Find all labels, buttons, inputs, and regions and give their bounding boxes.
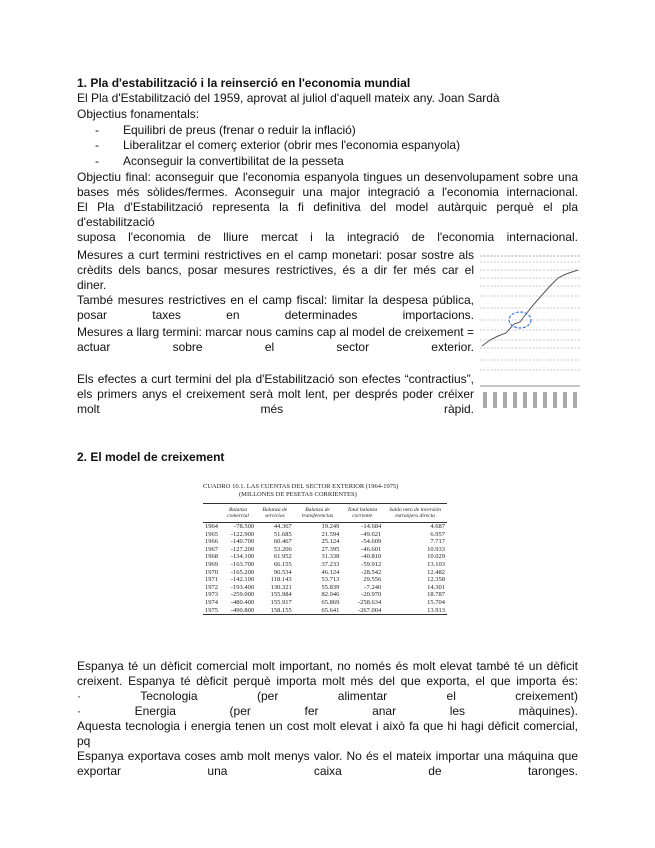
table-title: CUADRO 10.1. LAS CUENTAS DEL SECTOR EXTERIOR (1964-1975)	[203, 483, 399, 490]
table-cell: -134.100	[230, 553, 255, 561]
external-accounts-table	[203, 503, 447, 615]
table-cell: -14.684	[361, 523, 382, 530]
text-line: els primers anys el creixement serà molt lent, per després poder créixer	[77, 387, 474, 401]
column-header: Balanza comercial	[220, 504, 256, 523]
table-row	[203, 576, 447, 584]
table-cell: -127.200	[230, 545, 255, 553]
table-cell: 61.952	[273, 553, 292, 561]
import-item: · Tecnologia (per alimentar el creixement)	[77, 689, 578, 703]
text-line: Els efectes a curt termini del pla d'Estabilització son efectes “contractius”,	[77, 372, 474, 386]
table-cell: -193.400	[230, 583, 255, 591]
table-cell: 21.594	[321, 530, 340, 538]
table-cell: 90.534	[273, 568, 292, 576]
table-row	[203, 523, 447, 531]
table-cell: 7.717	[430, 538, 445, 546]
table-row	[203, 584, 447, 592]
table-cell: -258.634	[357, 598, 382, 606]
table-cell: -7.240	[364, 583, 382, 591]
short-term-paragraph	[77, 248, 474, 323]
table-cell: -28.542	[361, 568, 382, 576]
table-cell: -480.400	[230, 598, 255, 606]
column-header: Saldo neto de inversión extranjera directa	[383, 504, 447, 523]
objective-item: - Liberalitzar el comerç exterior (obrir mes l'economia espanyola)	[95, 138, 461, 152]
table-cell: 130.321	[270, 583, 292, 591]
table-cell: -54.609	[361, 538, 382, 546]
table-row	[203, 591, 447, 599]
scanned-growth-chart	[480, 248, 580, 413]
table-cell: 4.687	[430, 523, 445, 530]
table-cell: 1971	[205, 576, 218, 584]
table-cell: -59.912	[361, 560, 382, 568]
section-2-heading: 2. El model de creixement	[77, 450, 225, 464]
table-cell: 1973	[205, 591, 218, 599]
table-cell: -163.700	[230, 560, 255, 568]
table-cell: 51.685	[273, 530, 292, 538]
table-cell: 44.367	[273, 523, 292, 530]
text-line: Mesures a llarg termini: marcar nous camins cap al model de creixement =	[77, 325, 474, 339]
table-cell: -20.970	[361, 591, 382, 599]
table-cell: -165.200	[230, 568, 255, 576]
table-cell: 158.155	[270, 606, 292, 614]
table-cell: -140.700	[230, 538, 255, 546]
table-cell: 1965	[205, 530, 218, 538]
table-cell: 1967	[205, 545, 218, 553]
table-cell: -267.004	[357, 606, 382, 614]
table-cell: 25.124	[321, 538, 340, 546]
objective-text: Equilibri de preus (frenar o reduir la inflació)	[123, 123, 356, 137]
table-cell: -490.800	[230, 606, 255, 614]
text-line: suposa l'economia de lliure mercat i la integració de l'economia internacional.	[77, 230, 578, 244]
table-cell: 118.143	[270, 576, 292, 584]
table-row	[203, 553, 447, 561]
objective-text: Liberalitzar el comerç exterior (obrir mes l'economia espanyola)	[123, 138, 461, 152]
intro-text: El Pla d'Estabilització del 1959, aprovat al juliol d'aquell mateix any. Joan Sardà	[77, 91, 500, 105]
deficit-paragraph	[77, 659, 578, 779]
objective-item: - Aconseguir la convertibilitat de la pesseta	[95, 154, 344, 168]
table-cell: 18.787	[427, 591, 445, 599]
table-cell: 27.395	[321, 545, 340, 553]
text-line: actuar sobre el sector exterior.	[77, 340, 474, 354]
table-cell: 13.913	[427, 606, 445, 614]
table-cell: -40.810	[361, 553, 382, 561]
text-line: Aquesta tecnologia i energia tenen un cost molt elevat i això fa que hi hagi dèficit comercial, pq	[77, 719, 578, 748]
column-header	[203, 504, 220, 523]
table-cell: 1975	[205, 606, 218, 614]
effects-paragraph	[77, 372, 474, 417]
table-cell: 12.358	[427, 576, 445, 584]
table-cell: -46.601	[361, 545, 382, 553]
text-line: El Pla d'Estabilització representa la fi definitiva del model autàrquic perquè el pla d'estabilització	[77, 200, 578, 229]
text-line: Mesures a curt termini restrictives en el camp monetari: posar sostre als	[77, 248, 474, 262]
table-cell: 37.233	[321, 560, 340, 568]
table-cell: -78.500	[234, 523, 255, 530]
objectives-label: Objectius fonamentals:	[77, 107, 200, 121]
table-cell: 55.839	[321, 583, 340, 591]
objective-item: - Equilibri de preus (frenar o reduir la inflació)	[95, 123, 356, 137]
table-cell: 31.338	[321, 553, 340, 561]
table-cell: 29.556	[363, 576, 382, 584]
text-line: També mesures restrictives en el camp fiscal: limitar la despesa pública,	[77, 293, 474, 307]
table-cell: 10.029	[427, 553, 445, 561]
table-cell: -49.621	[361, 530, 382, 538]
text-line: exportar una caixa de taronges.	[77, 764, 578, 778]
chart-gridlines	[480, 256, 580, 386]
table-cell: 1974	[205, 598, 218, 606]
column-header: Balanza de transferencias	[294, 504, 342, 523]
section-1-heading: 1. Pla d'estabilització i la reinserció en l'economia mundial	[77, 76, 411, 90]
table-cell: 66.155	[273, 560, 292, 568]
table-cell: 1964	[205, 523, 218, 530]
table-cell: 1966	[205, 538, 218, 546]
table-cell: 60.467	[273, 538, 292, 546]
table-row	[203, 561, 447, 569]
table-cell: -142.100	[230, 576, 255, 584]
table-row	[203, 531, 447, 539]
text-line: creixent. Espanya té dèficit perquè importa molt més del que exporta, el que importa és:	[77, 674, 578, 688]
table-row	[203, 607, 447, 615]
table-cell: 65.641	[321, 606, 340, 614]
table-cell: 1968	[205, 553, 218, 561]
table-cell: 6.957	[430, 530, 445, 538]
text-line: Objectiu final: aconseguir que l'economia espanyola tingues un desenvolupament sobre una	[77, 170, 578, 184]
table-cell: -122.900	[230, 530, 255, 538]
table-cell: -259.000	[230, 591, 255, 599]
text-line: Espanya té un dèficit comercial molt important, no només és molt elevat també té un dèficit	[77, 659, 578, 673]
table-row	[203, 546, 447, 554]
table-cell: 14.301	[427, 583, 445, 591]
table-cell: 12.482	[427, 568, 445, 576]
scanned-table	[203, 483, 447, 641]
table-cell: 53.713	[321, 576, 340, 584]
table-row	[203, 538, 447, 546]
table-cell: 82.046	[321, 591, 340, 599]
import-item: · Energia (per fer anar les màquines).	[77, 704, 578, 718]
column-header: Balanza de servicios	[256, 504, 294, 523]
table-cell: 13.103	[427, 560, 445, 568]
text-line: Espanya exportava coses amb molt menys valor. No és el mateix importar una máquina que	[77, 749, 578, 763]
objective-text: Aconseguir la convertibilitat de la pesseta	[123, 154, 344, 168]
table-cell: 10.933	[427, 545, 445, 553]
text-line: bases més sòlides/fermes. Aconseguir una major integració a l'economia internacional.	[77, 185, 578, 199]
table-cell: 1970	[205, 568, 218, 576]
text-line: posar taxes en determinades importacions.	[77, 308, 474, 322]
column-header: Total balanza corriente	[341, 504, 383, 523]
table-subtitle: (MILLONES DE PESETAS CORRIENTES)	[239, 491, 357, 498]
table-cell: 53.206	[273, 545, 292, 553]
table-cell: 155.984	[270, 591, 292, 599]
long-term-paragraph	[77, 325, 474, 355]
table-row	[203, 569, 447, 577]
text-line: molt més ràpid.	[77, 402, 474, 416]
table-cell: 1972	[205, 583, 218, 591]
table-cell: 1969	[205, 560, 218, 568]
table-cell: 19.249	[321, 523, 340, 530]
table-cell: 155.917	[270, 598, 292, 606]
chart-x-labels	[483, 392, 577, 408]
text-line: crèdits dels bancs, posar mesures restrictives, és a dir fer més car el diner.	[77, 263, 474, 292]
table-body	[203, 523, 447, 615]
final-goal-paragraph	[77, 170, 578, 245]
table-cell: 15.704	[427, 598, 445, 606]
table-cell: 65.869	[321, 598, 340, 606]
table-row	[203, 599, 447, 607]
table-cell: 46.124	[321, 568, 340, 576]
table-header-row	[203, 504, 447, 523]
